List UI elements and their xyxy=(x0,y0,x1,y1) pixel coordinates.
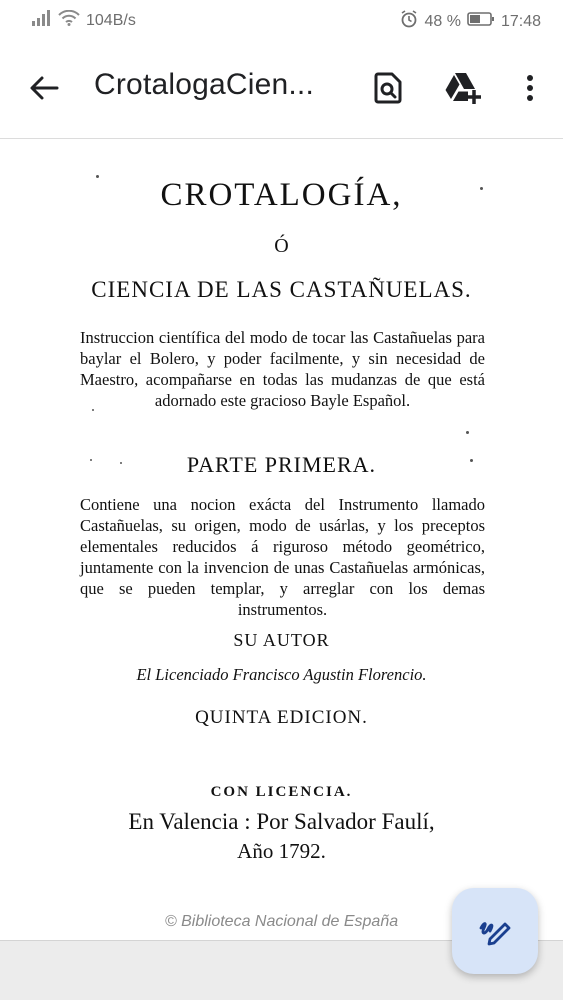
network-speed: 104B/s xyxy=(86,11,136,29)
imprint-line: En Valencia : Por Salvador Faulí, xyxy=(128,809,435,834)
edit-fab-button[interactable] xyxy=(452,888,538,974)
copyright-watermark: © Biblioteca Nacional de España xyxy=(164,913,399,930)
book-subtitle: CIENCIA DE LAS CASTAÑUELAS. xyxy=(91,277,472,302)
arrow-left-icon xyxy=(29,75,59,101)
document-title: CrotalogaCien... xyxy=(94,68,314,101)
edition-label: QUINTA EDICION. xyxy=(195,707,368,728)
find-in-page-icon xyxy=(373,72,403,104)
more-vert-icon xyxy=(526,74,534,102)
publication-year: Año 1792. xyxy=(237,839,326,863)
find-in-document-button[interactable] xyxy=(368,68,408,108)
battery-percent: 48 % xyxy=(424,12,461,30)
battery-icon xyxy=(467,11,495,32)
status-left xyxy=(32,10,136,31)
part-heading: PARTE PRIMERA. xyxy=(186,452,377,477)
status-right xyxy=(400,10,541,33)
signal-icon xyxy=(32,10,52,31)
author-name: El Licenciado Francisco Agustin Florencio. xyxy=(136,665,427,684)
contents-paragraph: Contiene una nocion exácta del Instrumento llamado Castañuelas, su origen, modo de usárlas, y los preceptos elementales reducidos á riguroso método geométrico, juntamente con la invencion de unas Castañuelas armónicas, que se pueden templar, y arreglar con los demas instrumentos. xyxy=(80,495,485,619)
clock: 17:48 xyxy=(500,12,541,30)
intro-paragraph: Instruccion científica del modo de tocar las Castañuelas para baylar el Bolero, y poder facilmente, y sin necesidad de Maestro, acompañarse en todas las mudanzas de que está adornado este gracioso Bayle Español. xyxy=(80,328,485,410)
add-to-drive-button[interactable] xyxy=(443,68,483,108)
back-button[interactable] xyxy=(26,70,62,106)
license-label: CON LICENCIA. xyxy=(210,784,353,800)
annotate-pen-icon xyxy=(478,914,512,948)
more-options-button[interactable] xyxy=(510,68,550,108)
app-bar xyxy=(0,40,563,139)
drive-add-icon xyxy=(444,71,482,105)
scan-speck xyxy=(466,431,469,434)
wifi-icon xyxy=(58,10,80,31)
book-title: CROTALOGÍA, xyxy=(160,177,403,213)
document-page[interactable] xyxy=(0,139,563,941)
author-heading: SU AUTOR xyxy=(233,630,330,650)
book-title-or: Ó xyxy=(274,235,289,257)
status-bar xyxy=(0,0,563,40)
alarm-icon xyxy=(400,10,418,33)
